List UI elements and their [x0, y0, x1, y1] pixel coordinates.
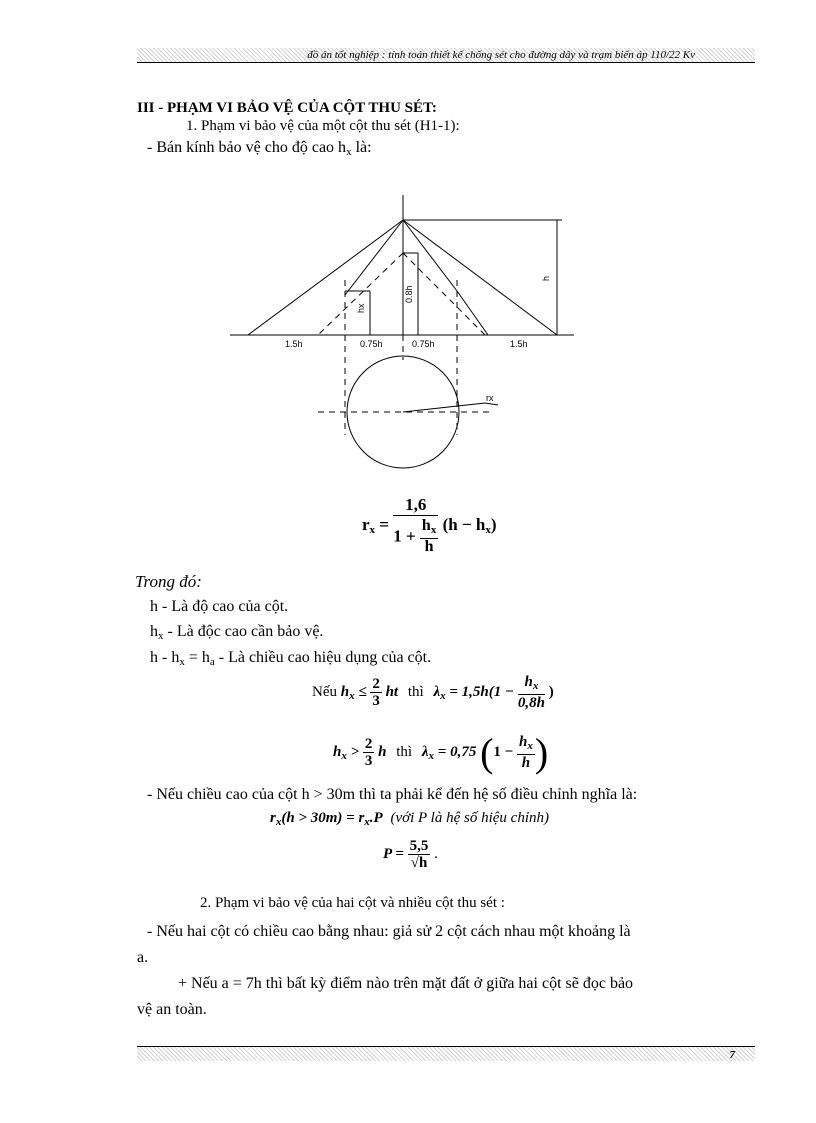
- label-15h-right: 1.5h: [510, 339, 528, 349]
- where-line-1: h - Là độ cao của cột.: [150, 598, 289, 615]
- label-15h-left: 1.5h: [285, 339, 303, 349]
- paragraph-2-line-2: vệ an toàn.: [137, 1001, 207, 1018]
- page-number: 7: [729, 1049, 735, 1061]
- formula-rx-fraction: 1,6 1 + $\frac{h_x}{h}$: [393, 495, 437, 555]
- steep-left-line: [345, 220, 403, 295]
- label-rx: rx: [486, 393, 494, 403]
- zone-dashed-right: [403, 253, 485, 335]
- correction-formula: $r_x(h > 30m) = r_x.P$ (với P là hệ số hiệu chỉnh): [270, 810, 549, 828]
- paragraph-1-line-2: a.: [137, 949, 149, 966]
- where-title: Trong đó:: [135, 572, 202, 591]
- formula-rx: $r_x$ = 1,6 1 + $\frac{h_x}{h}$ $(h - h_x)$: [362, 495, 497, 555]
- section-title: III - PHẠM VI BẢO VỆ CỦA CỘT THU SÉT:: [137, 100, 437, 116]
- label-hx: hx: [356, 303, 366, 313]
- rx-pointer: [403, 403, 485, 412]
- condition-2: $h_x$ > $\frac{2}{3}$ h thì $\lambda_x = 0,75$ (1 − $\frac{h_x}{h}$ ): [333, 730, 549, 775]
- paragraph-2-line-1: + Nếu a = 7h thì bất kỳ điểm nào trên mặt đất ở giữa hai cột sẽ đọc bảo: [178, 975, 634, 992]
- subsection-1-title: 1. Phạm vi bảo vệ của một cột thu sét (H1-1):: [186, 118, 460, 134]
- footer-band: [137, 1046, 755, 1061]
- where-line-3: $h - h_x = h_a$ - Là chiều cao hiệu dụng của cột.: [150, 649, 432, 668]
- radius-intro-sub: x: [346, 146, 352, 158]
- header-title: đồ án tốt nghiệp : tính toán thiết kế chống sét cho đường dây và trạm biến áp 110/22 Kv: [307, 49, 695, 61]
- label-08h: 0.8h: [404, 285, 414, 303]
- label-h: h: [541, 275, 551, 281]
- protection-zone-diagram: [0, 0, 816, 480]
- correction-text: - Nếu chiều cao của cột h > 30m thì ta phải kể đến hệ số điều chỉnh nghĩa là:: [147, 786, 638, 803]
- outer-right-line: [403, 220, 557, 335]
- paragraph-1-line-1: - Nếu hai cột có chiều cao bằng nhau: giả sử 2 cột cách nhau một khoảng là: [147, 923, 631, 940]
- where-line-2: $h_x$ - Là độc cao cần bảo vệ.: [150, 623, 324, 642]
- label-075h-right: 0.75h: [412, 339, 435, 349]
- label-075h-left: 0.75h: [360, 339, 383, 349]
- subsection-2-title: 2. Phạm vi bảo vệ của hai cột và nhiều cột thu sét :: [200, 895, 505, 911]
- outer-left-line: [248, 220, 403, 335]
- radius-intro-b: là:: [351, 139, 372, 156]
- zone-dashed-left: [318, 253, 403, 335]
- radius-intro-a: - Bán kính bảo vệ cho độ cao h: [147, 139, 347, 156]
- condition-1: Nếu $h_x$ ≤ $\frac{2}{3}$ ht thì $\lambda_x = 1,5h(1$ − $\frac{h_x}{0,8h}$ ): [312, 674, 554, 711]
- p-formula: P = $\frac{5,5}{√h}$ .: [383, 838, 438, 871]
- steep-right-lower: [457, 291, 488, 335]
- rx-arrow: [485, 403, 498, 405]
